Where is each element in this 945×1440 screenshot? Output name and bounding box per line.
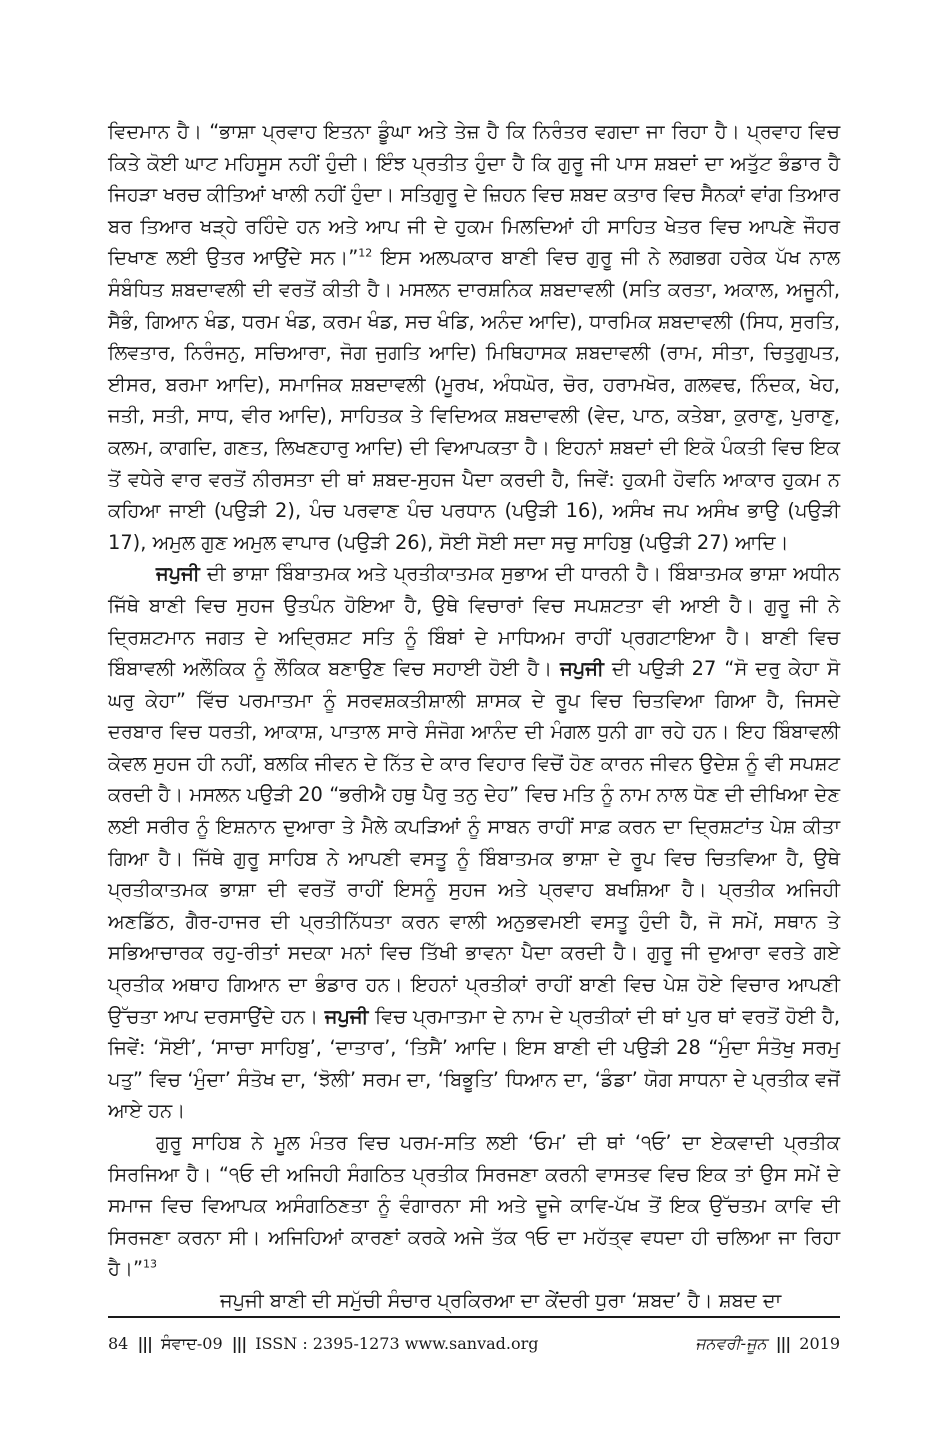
page-footer <box>108 1330 840 1358</box>
issue-year: 2019 <box>799 1334 840 1353</box>
issn-number: ISSN : 2395-1273 <box>255 1334 400 1353</box>
paragraph-2-bold-japuji-1: ਜਪੁਜੀ <box>156 562 200 586</box>
paragraph-2-text-c: ਵਿਚ ਪ੍ਰਮਾਤਮਾ ਦੇ ਨਾਮ ਦੇ ਪ੍ਰਤੀਕਾਂ ਦੀ ਥਾਂ ਪੁਰ ਥਾਂ ਵਰਤੋਂ ਹੋਈ ਹੈ, ਜਿਵੇਂ: ‘ਸੋਈ’, ‘ਸਾਚਾ ਸਾਹਿਬੁ’, ‘ਦਾਤਾਰ’, ‘ਤਿਸੈ’ ਆਦਿ। ਇਸ ਬਾਣੀ ਦੀ ਪਉੜੀ 28 “ਮੁੰਦਾ ਸੰਤੋਖੁ ਸਰਮੁ ਪਤੁ” ਵਿਚ ‘ਮੁੰਦਾ’ ਸੰਤੋਖ ਦਾ, ‘ਝੋਲੀ’ ਸਰਮ ਦਾ, ‘ਬਿਭੂਤਿ’ ਧਿਆਨ ਦਾ, ‘ਡੰਡਾ’ ਯੋਗ ਸਾਧਨਾ ਦੇ ਪ੍ਰਤੀਕ ਵਜੋਂ ਆਏ ਹਨ। <box>108 1004 840 1123</box>
paragraph-2-bold-japuji-3: ਜਪੁਜੀ <box>324 1004 369 1028</box>
paragraph-2-bold-japuji-2: ਜਪੁਜੀ <box>560 657 604 681</box>
footer-separator-2: ||| <box>231 1334 247 1353</box>
paragraph-1-text-a: ਵਿਦਮਾਨ ਹੈ। “ਭਾਸ਼ਾ ਪ੍ਰਵਾਹ ਇਤਨਾ ਡੂੰਘਾ ਅਤੇ ਤੇਜ਼ ਹੈ ਕਿ ਨਿਰੰਤਰ ਵਗਦਾ ਜਾ ਰਿਹਾ ਹੈ। ਪ੍ਰਵਾਹ ਵਿਚ ਕਿਤੇ ਕੋਈ ਘਾਟ ਮਹਿਸੂਸ ਨਹੀਂ ਹੁੰਦੀ। ਇੰਝ ਪ੍ਰਤੀਤ ਹੁੰਦਾ ਹੈ ਕਿ ਗੁਰੂ ਜੀ ਪਾਸ ਸ਼ਬਦਾਂ ਦਾ ਅਤੁੱਟ ਭੰਡਾਰ ਹੈ ਜਿਹੜਾ ਖਰਚ ਕੀਤਿਆਂ ਖਾਲੀ ਨਹੀਂ ਹੁੰਦਾ। ਸਤਿਗੁਰੂ ਦੇ ਜ਼ਿਹਨ ਵਿਚ ਸ਼ਬਦ ਕਤਾਰ ਵਿਚ ਸੈਨਕਾਂ ਵਾਂਗ ਤਿਆਰ ਬਰ ਤਿਆਰ ਖੜ੍ਹੇ ਰਹਿੰਦੇ ਹਨ ਅਤੇ ਆਪ ਜੀ ਦੇ ਹੁਕਮ ਮਿਲਦਿਆਂ ਹੀ ਸਾਹਿਤ ਖੇਤਰ ਵਿਚ ਆਪਣੇ ਜੌਹਰ ਦਿਖਾਣ ਲਈ ਉਤਰ ਆਉਂਦੇ ਸਨ।” <box>108 120 840 270</box>
footer-right <box>695 1330 840 1358</box>
footnote-ref-13[interactable]: 13 <box>143 1257 158 1271</box>
footnote-ref-12[interactable]: 12 <box>358 246 373 260</box>
paragraph-2 <box>108 558 840 1127</box>
page-number: 84 <box>108 1334 129 1353</box>
paragraph-3 <box>108 1127 840 1285</box>
paragraph-4-text: ਜਪੁਜੀ ਬਾਣੀ ਦੀ ਸਮੁੱਚੀ ਸੰਚਾਰ ਪ੍ਰਕਿਰਆ ਦਾ ਕੇਂਦਰੀ ਧੁਰਾ ‘ਸ਼ਬਦ’ ਹੈ। ਸ਼ਬਦ ਦਾ <box>220 1288 782 1312</box>
footer-left <box>108 1330 539 1358</box>
footer-separator-3: ||| <box>775 1334 791 1353</box>
paragraph-2-text-b: ਦੀ ਪਉੜੀ 27 “ਸੋ ਦਰੁ ਕੇਹਾ ਸੋ ਘਰੁ ਕੇਹਾ” ਵਿੱਚ ਪਰਮਾਤਮਾ ਨੂੰ ਸਰਵਸ਼ਕਤੀਸ਼ਾਲੀ ਸ਼ਾਸਕ ਦੇ ਰੂਪ ਵਿਚ ਚਿਤਵਿਆ ਗਿਆ ਹੈ, ਜਿਸਦੇ ਦਰਬਾਰ ਵਿਚ ਧਰਤੀ, ਆਕਾਸ਼, ਪਾਤਾਲ ਸਾਰੇ ਸੰਜੋਗ ਆਨੰਦ ਦੀ ਮੰਗਲ ਧੁਨੀ ਗਾ ਰਹੇ ਹਨ। ਇਹ ਬਿੰਬਾਵਲੀ ਕੇਵਲ ਸੁਹਜ ਹੀ ਨਹੀਂ, ਬਲਕਿ ਜੀਵਨ ਦੇ ਨਿੱਤ ਦੇ ਕਾਰ ਵਿਹਾਰ ਵਿਚੋਂ ਹੋਣ ਕਾਰਨ ਜੀਵਨ ਉਦੇਸ਼ ਨੂੰ ਵੀ ਸਪਸ਼ਟ ਕਰਦੀ ਹੈ। ਮਸਲਨ ਪਉੜੀ 20 “ਭਰੀਐ ਹਥੁ ਪੈਰੁ ਤਨੁ ਦੇਹ” ਵਿਚ ਮਤਿ ਨੂੰ ਨਾਮ ਨਾਲ ਧੋਣ ਦੀ ਦੀਖਿਆ ਦੇਣ ਲਈ ਸਰੀਰ ਨੂੰ ਇਸ਼ਨਾਨ ਦੁਆਰਾ ਤੇ ਮੈਲੇ ਕਪੜਿਆਂ ਨੂੰ ਸਾਬਨ ਰਾਹੀਂ ਸਾਫ਼ ਕਰਨ ਦਾ ਦ੍ਰਿਸ਼ਟਾਂਤ ਪੇਸ਼ ਕੀਤਾ ਗਿਆ ਹੈ। ਜਿੱਥੇ ਗੁਰੂ ਸਾਹਿਬ ਨੇ ਆਪਣੀ ਵਸਤੂ ਨੂੰ ਬਿੰਬਾਤਮਕ ਭਾਸ਼ਾ ਦੇ ਰੂਪ ਵਿਚ ਚਿਤਵਿਆ ਹੈ, ਉਥੇ ਪ੍ਰਤੀਕਾਤਮਕ ਭਾਸ਼ਾ ਦੀ ਵਰਤੋਂ ਰਾਹੀਂ ਇਸਨੂੰ ਸੁਹਜ ਅਤੇ ਪ੍ਰਵਾਹ ਬਖਸ਼ਿਆ ਹੈ। ਪ੍ਰਤੀਕ ਅਜਿਹੀ ਅਣਡਿੱਠ, ਗੈਰ-ਹਾਜਰ ਦੀ ਪ੍ਰਤੀਨਿੱਧਤਾ ਕਰਨ ਵਾਲੀ ਅਨੁਭਵਮਈ ਵਸਤੂ ਹੁੰਦੀ ਹੈ, ਜੋ ਸਮੇਂ, ਸਥਾਨ ਤੇ ਸਭਿਆਚਾਰਕ ਰਹੁ-ਰੀਤਾਂ ਸਦਕਾ ਮਨਾਂ ਵਿਚ ਤਿੱਖੀ ਭਾਵਨਾ ਪੈਦਾ ਕਰਦੀ ਹੈ। ਗੁਰੂ ਜੀ ਦੁਆਰਾ ਵਰਤੇ ਗਏ ਪ੍ਰਤੀਕ ਅਥਾਹ ਗਿਆਨ ਦਾ ਭੰਡਾਰ ਹਨ। ਇਹਨਾਂ ਪ੍ਰਤੀਕਾਂ ਰਾਹੀਂ ਬਾਣੀ ਵਿਚ ਪੇਸ਼ ਹੋਏ ਵਿਚਾਰ ਆਪਣੀ ਉੱਚਤਾ ਆਪ ਦਰਸਾਉਂਦੇ ਹਨ। <box>108 657 840 1028</box>
paragraph-2-text-a: ਦੀ ਭਾਸ਼ਾ ਬਿੰਬਾਤਮਕ ਅਤੇ ਪ੍ਰਤੀਕਾਤਮਕ ਸੁਭਾਅ ਦੀ ਧਾਰਨੀ ਹੈ। ਬਿੰਬਾਤਮਕ ਭਾਸ਼ਾ ਅਧੀਨ ਜਿੱਥੇ ਬਾਣੀ ਵਿਚ ਸੁਹਜ ਉਤਪੰਨ ਹੋਇਆ ਹੈ, ਉਥੇ ਵਿਚਾਰਾਂ ਵਿਚ ਸਪਸ਼ਟਤਾ ਵੀ ਆਈ ਹੈ। ਗੁਰੂ ਜੀ ਨੇ ਦ੍ਰਿਸ਼ਟਮਾਨ ਜਗਤ ਦੇ ਅਦ੍ਰਿਸ਼ਟ ਸਤਿ ਨੂੰ ਬਿੰਬਾਂ ਦੇ ਮਾਧਿਅਮ ਰਾਹੀਂ ਪ੍ਰਗਟਾਇਆ ਹੈ। ਬਾਣੀ ਵਿਚ ਬਿੰਬਾਵਲੀ ਅਲੌਕਿਕ ਨੂੰ ਲੌਕਿਕ ਬਣਾਉਣ ਵਿਚ ਸਹਾਈ ਹੋਈ ਹੈ। <box>108 562 840 681</box>
paragraph-1-text-b: ਇਸ ਅਲਪਕਾਰ ਬਾਣੀ ਵਿਚ ਗੁਰੂ ਜੀ ਨੇ ਲਗਭਗ ਹਰੇਕ ਪੱਖ ਨਾਲ ਸੰਬੰਧਿਤ ਸ਼ਬਦਾਵਲੀ ਦੀ ਵਰਤੋਂ ਕੀਤੀ ਹੈ। ਮਸਲਨ ਦਾਰਸ਼ਨਿਕ ਸ਼ਬਦਾਵਲੀ (ਸਤਿ ਕਰਤਾ, ਅਕਾਲ, ਅਜੂਨੀ, ਸੈਭੰ, ਗਿਆਨ ਖੰਡ, ਧਰਮ ਖੰਡ, ਕਰਮ ਖੰਡ, ਸਚ ਖੰਡਿ, ਅਨੰਦ ਆਦਿ), ਧਾਰਮਿਕ ਸ਼ਬਦਾਵਲੀ (ਸਿਧ, ਸੁਰਤਿ, ਲਿਵਤਾਰ, ਨਿਰੰਜਨੁ, ਸਚਿਆਰਾ, ਜੋਗ ਜੁਗਤਿ ਆਦਿ) ਮਿਥਿਹਾਸਕ ਸ਼ਬਦਾਵਲੀ (ਰਾਮ, ਸੀਤਾ, ਚਿਤੁਗੁਪਤ, ਈਸਰ, ਬਰਮਾ ਆਦਿ), ਸਮਾਜਿਕ ਸ਼ਬਦਾਵਲੀ (ਮੂਰਖ, ਅੰਧਘੋਰ, ਚੋਰ, ਹਰਾਮਖੋਰ, ਗਲਵਢ, ਨਿੰਦਕ, ਖੇਹ, ਜਤੀ, ਸਤੀ, ਸਾਧ, ਵੀਰ ਆਦਿ), ਸਾਹਿਤਕ ਤੇ ਵਿਦਿਅਕ ਸ਼ਬਦਾਵਲੀ (ਵੇਦ, ਪਾਠ, ਕਤੇਬਾ, ਕੁਰਾਣੁ, ਪੁਰਾਣੁ, ਕਲਮ, ਕਾਗਦਿ, ਗਣਤ, ਲਿਖਣਹਾਰੁ ਆਦਿ) ਦੀ ਵਿਆਪਕਤਾ ਹੈ। ਇਹਨਾਂ ਸ਼ਬਦਾਂ ਦੀ ਇਕੋ ਪੰਕਤੀ ਵਿਚ ਇਕ ਤੋਂ ਵਧੇਰੇ ਵਾਰ ਵਰਤੋਂ ਨੀਰਸਤਾ ਦੀ ਥਾਂ ਸ਼ਬਦ-ਸੁਹਜ ਪੈਦਾ ਕਰਦੀ ਹੈ, ਜਿਵੇਂ: ਹੁਕਮੀ ਹੋਵਨਿ ਆਕਾਰ ਹੁਕਮ ਨ ਕਹਿਆ ਜਾਈ (ਪਉੜੀ 2), ਪੰਚ ਪਰਵਾਣ ਪੰਚ ਪਰਧਾਨ (ਪਉੜੀ 16), ਅਸੰਖ ਜਪ ਅਸੰਖ ਭਾਉ (ਪਉੜੀ 17), ਅਮੁਲ ਗੁਣ ਅਮੁਲ ਵਾਪਾਰ (ਪਉੜੀ 26), ਸੋਈ ਸੋਈ ਸਦਾ ਸਚੁ ਸਾਹਿਬੁ (ਪਉੜੀ 27) ਆਦਿ। <box>108 246 840 554</box>
issue-months: ਜਨਵਰੀ-ਜੂਨ <box>695 1334 767 1353</box>
journal-name: ਸੰਵਾਦ-09 <box>161 1334 223 1353</box>
footer-separator-1: ||| <box>137 1334 152 1353</box>
paragraph-1 <box>108 116 840 558</box>
footer-divider <box>108 1316 840 1318</box>
article-body <box>108 116 840 1317</box>
paragraph-4 <box>108 1285 840 1317</box>
paragraph-3-text: ਗੁਰੂ ਸਾਹਿਬ ਨੇ ਮੂਲ ਮੰਤਰ ਵਿਚ ਪਰਮ-ਸਤਿ ਲਈ ‘ਓਮ’ ਦੀ ਥਾਂ ‘੧ਓ’ ਦਾ ਏਕਵਾਦੀ ਪ੍ਰਤੀਕ ਸਿਰਜਿਆ ਹੈ। “੧ਓ ਦੀ ਅਜਿਹੀ ਸੰਗਠਿਤ ਪ੍ਰਤੀਕ ਸਿਰਜਣਾ ਕਰਨੀ ਵਾਸਤਵ ਵਿਚ ਇਕ ਤਾਂ ਉਸ ਸਮੇਂ ਦੇ ਸਮਾਜ ਵਿਚ ਵਿਆਪਕ ਅਸੰਗਠਿਣਤਾ ਨੂੰ ਵੰਗਾਰਨਾ ਸੀ ਅਤੇ ਦੂਜੇ ਕਾਵਿ-ਪੱਖ ਤੋਂ ਇਕ ਉੱਚਤਮ ਕਾਵਿ ਦੀ ਸਿਰਜਣਾ ਕਰਨਾ ਸੀ। ਅਜਿਹਿਆਂ ਕਾਰਣਾਂ ਕਰਕੇ ਅਜੇ ਤੱਕ ੧ਓ ਦਾ ਮਹੱਤ੍ਵ ਵਧਦਾ ਹੀ ਚਲਿਆ ਜਾ ਰਿਹਾ ਹੈ।” <box>108 1131 840 1281</box>
website-link[interactable]: www.sanvad.org <box>404 1334 539 1353</box>
